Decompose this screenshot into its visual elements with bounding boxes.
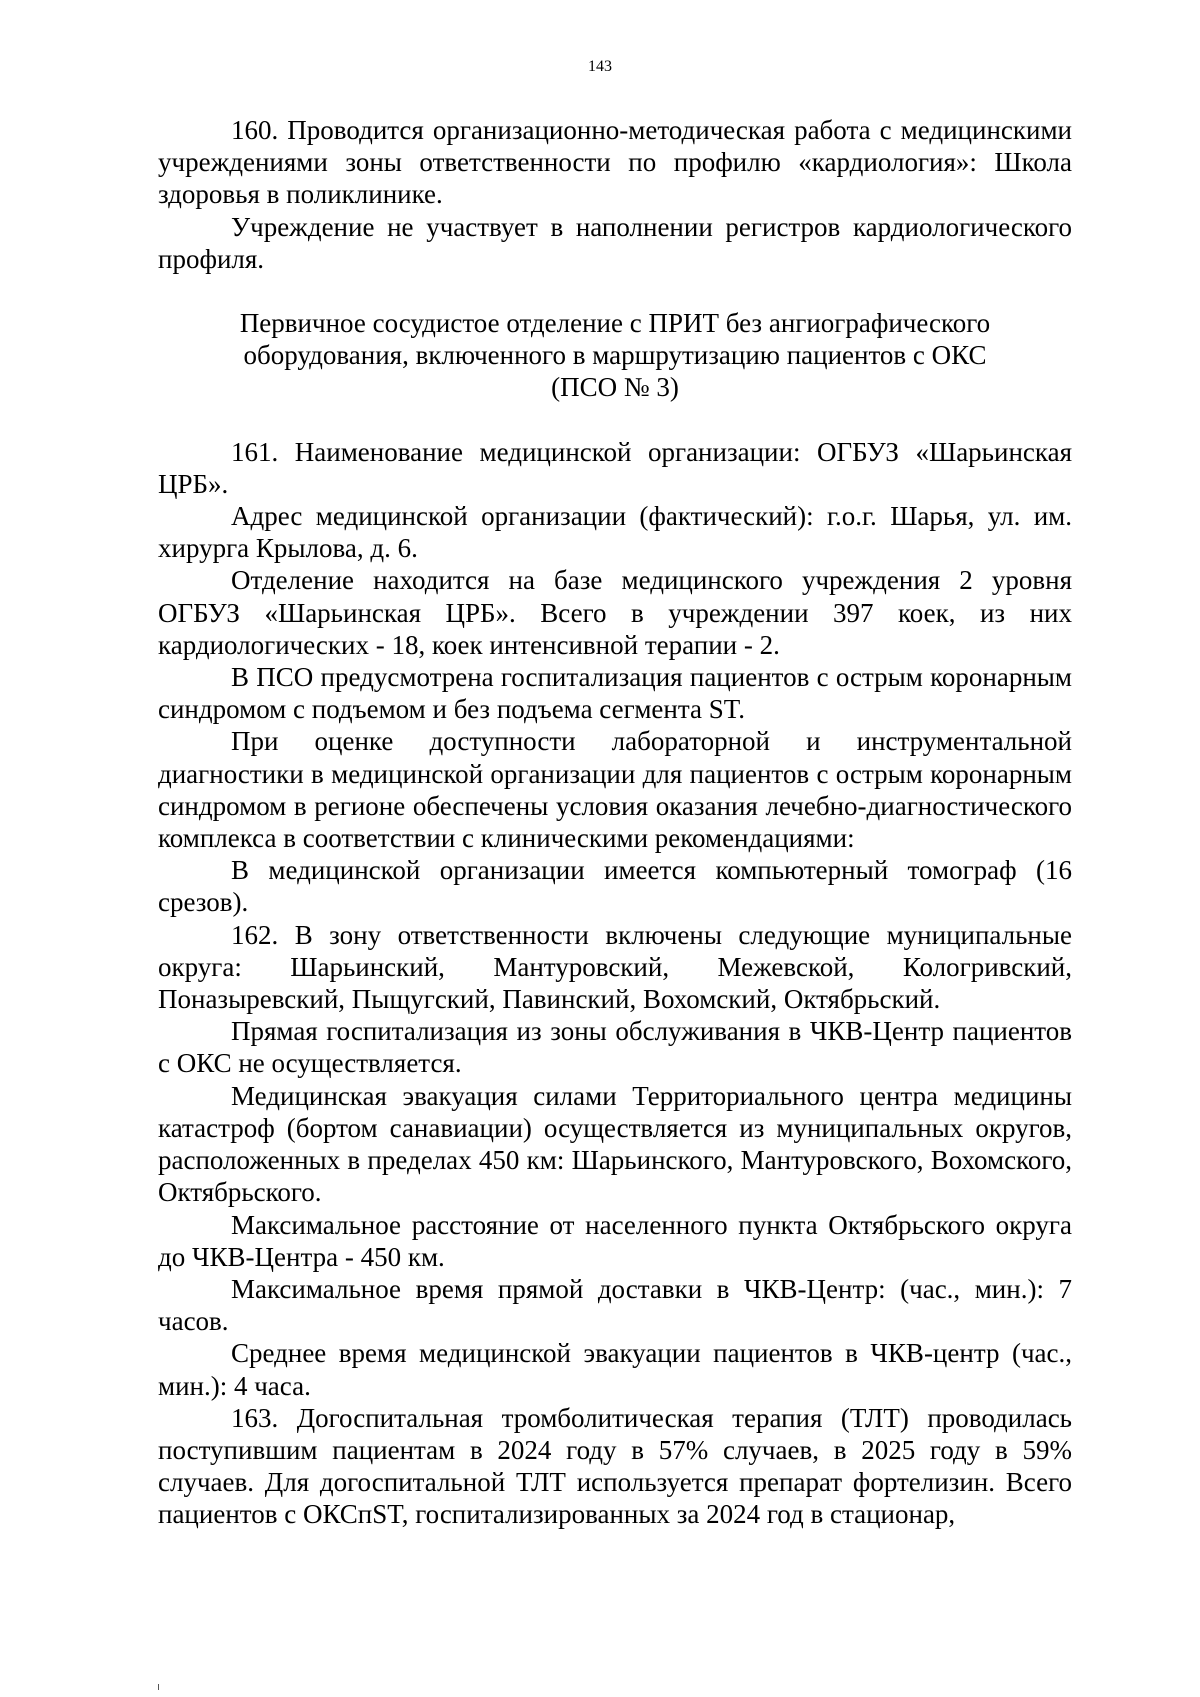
- section-heading-line-3: (ПСО № 3): [551, 372, 679, 403]
- paragraph-hospitalization: В ПСО предусмотрена госпитализация пациентов с острым коронарным синдромом с подъемом и без подъема сегмента ST.: [158, 662, 1072, 725]
- section-heading-line-1: Первичное сосудистое отделение с ПРИТ без ангиографического: [239, 308, 991, 339]
- spacer: [158, 275, 1072, 307]
- paragraph-department-base: Отделение находится на базе медицинского учреждения 2 уровня ОГБУЗ «Шарьинская ЦРБ». Всего в учреждении 397 коек, из них кардиологических - 18, коек интенсивной терапии - 2.: [158, 565, 1072, 660]
- paragraph-160: 160. Проводится организационно-методическая работа с медицинскими учреждениями зоны ответственности по профилю «кардиология»: Школа здоровья в поликлинике.: [158, 115, 1072, 210]
- paragraph-max-delivery-time: Максимальное время прямой доставки в ЧКВ-Центр: (час., мин.): 7 часов.: [158, 1273, 1072, 1337]
- paragraph-direct-hospitalization: Прямая госпитализация из зоны обслуживания в ЧКВ-Центр пациентов с ОКС не осуществляется.: [158, 1016, 1072, 1079]
- page-number: 143: [588, 58, 612, 75]
- spacer: [158, 404, 1072, 436]
- paragraph-registries: Учреждение не участвует в наполнении регистров кардиологического профиля.: [158, 211, 1072, 274]
- paragraph-163: 163. Догоспитальная тромболитическая терапия (ТЛТ) проводилась поступившим пациентам в 2024 году в 57% случаев, в 2025 году в 59% случаев. Для догоспитальной ТЛТ используется препарат фортелизин. Всего пациентов с ОКСпST, госпитализированных за 2024 год в стационар,: [158, 1402, 1072, 1530]
- paragraph-address: Адрес медицинской организации (фактический): г.о.г. Шарья, ул. им. хирурга Крылова, д. 6.: [158, 501, 1072, 564]
- section-heading: [158, 307, 1072, 404]
- paragraph-max-distance: Максимальное расстояние от населенного пункта Октябрьского округа до ЧКВ-Центра - 450 км.: [158, 1209, 1072, 1272]
- paragraph-161: 161. Наименование медицинской организации: ОГБУЗ «Шарьинская ЦРБ».: [158, 436, 1072, 499]
- paragraph-medical-evacuation: Медицинская эвакуация силами Территориального центра медицины катастроф (бортом санавиации) осуществляется из муниципальных округов, расположенных в пределах 450 км: Шарьинского, Мантуровского, Вохомского, Октябрьского.: [158, 1080, 1072, 1208]
- section-heading-line-2: оборудования, включенного в маршрутизацию пациентов с ОКС: [243, 340, 987, 371]
- paragraph-ct-scanner: В медицинской организации имеется компьютерный томограф (16 срезов).: [158, 855, 1072, 918]
- document-body: [158, 114, 1072, 1531]
- scan-artifact-mark: [158, 1684, 159, 1690]
- paragraph-162: 162. В зону ответственности включены следующие муниципальные округа: Шарьинский, Мантуровский, Межевской, Кологривский, Поназыревский, Пыщугский, Павинский, Вохомский, Октябрьский.: [158, 919, 1072, 1015]
- paragraph-diagnostics: При оценке доступности лабораторной и инструментальной диагностики в медицинской организации для пациентов с острым коронарным синдромом в регионе обеспечены условия оказания лечебно-диагностического комплекса в соответствии с клиническими рекомендациями:: [158, 726, 1072, 854]
- paragraph-average-evacuation-time: Среднее время медицинской эвакуации пациентов в ЧКВ-центр (час., мин.): 4 часа.: [158, 1338, 1072, 1401]
